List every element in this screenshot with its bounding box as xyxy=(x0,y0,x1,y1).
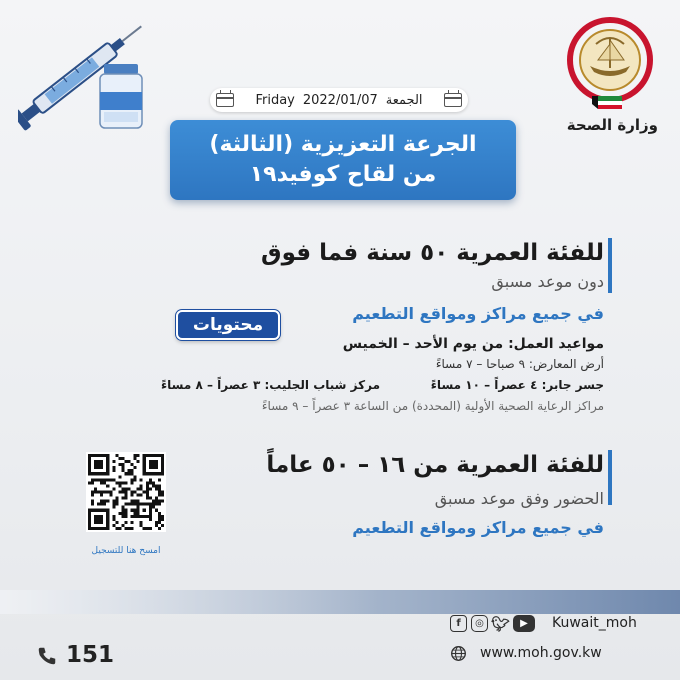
calendar-icon xyxy=(216,93,234,107)
section2-subtitle: الحضور وفق موعد مسبق xyxy=(434,489,604,508)
website-link[interactable]: www.moh.gov.kw xyxy=(480,645,602,661)
section1-heading: للفئة العمرية ٥٠ سنة فما فوق xyxy=(261,240,604,266)
ministry-name: وزارة الصحة xyxy=(566,116,658,134)
social-icons xyxy=(450,615,535,632)
date-bar xyxy=(210,88,468,112)
qr-code[interactable] xyxy=(86,452,166,532)
section-accent-bar xyxy=(608,238,612,293)
social-handle[interactable]: Kuwait_moh xyxy=(552,615,637,631)
day-arabic: الجمعة xyxy=(385,92,423,108)
phone-icon xyxy=(36,645,58,667)
footer-band-highlight xyxy=(0,590,380,614)
title-line-1: الجرعة التعزيزية (الثالثة) xyxy=(209,132,477,157)
section-accent-bar xyxy=(608,450,612,505)
hours-jaber-bridge: جسر جابر: ٤ عصراً – ١٠ مساءً xyxy=(430,378,604,392)
day-english: Friday xyxy=(255,92,295,108)
title-banner xyxy=(170,120,516,200)
date-value: 2022/01/07 xyxy=(302,92,378,108)
working-hours-title: مواعيد العمل: من يوم الأحد – الخميس xyxy=(342,336,604,352)
section2-locations: في جميع مراكز ومواقع التطعيم xyxy=(352,518,604,537)
title-line-2: من لقاح كوفيد١٩ xyxy=(249,162,437,187)
section2-heading: للفئة العمرية من ١٦ – ٥٠ عاماً xyxy=(266,452,604,478)
twitter-icon[interactable]: 🐦︎ xyxy=(490,614,511,633)
hours-jleeb-youth-center: مركز شباب الجليب: ٣ عصراً – ٨ مساءً xyxy=(161,378,380,392)
hours-primary-care-centers: مراكز الرعاية الصحية الأولية (المحددة) من الساعة ٣ عصراً – ٩ مساءً xyxy=(261,399,604,413)
youtube-icon[interactable]: ▶ xyxy=(513,615,535,632)
hours-fairground: أرض المعارض: ٩ صباحا – ٧ مساءً xyxy=(435,357,604,371)
instagram-icon[interactable]: ◎ xyxy=(471,615,488,632)
globe-icon xyxy=(450,645,467,662)
calendar-icon xyxy=(444,93,462,107)
section1-locations: في جميع مراكز ومواقع التطعيم xyxy=(352,304,604,323)
section1-subtitle: دون موعد مسبق xyxy=(491,272,604,291)
facebook-icon[interactable]: f xyxy=(450,615,467,632)
contents-button[interactable]: محتويات xyxy=(176,310,280,340)
qr-code-pattern xyxy=(88,454,164,530)
qr-caption: امسح هنا للتسجيل xyxy=(91,546,161,556)
hotline-number[interactable]: 151 xyxy=(66,642,115,668)
ministry-emblem-logo xyxy=(560,14,660,114)
syringe-vaccine-illustration xyxy=(18,12,148,132)
